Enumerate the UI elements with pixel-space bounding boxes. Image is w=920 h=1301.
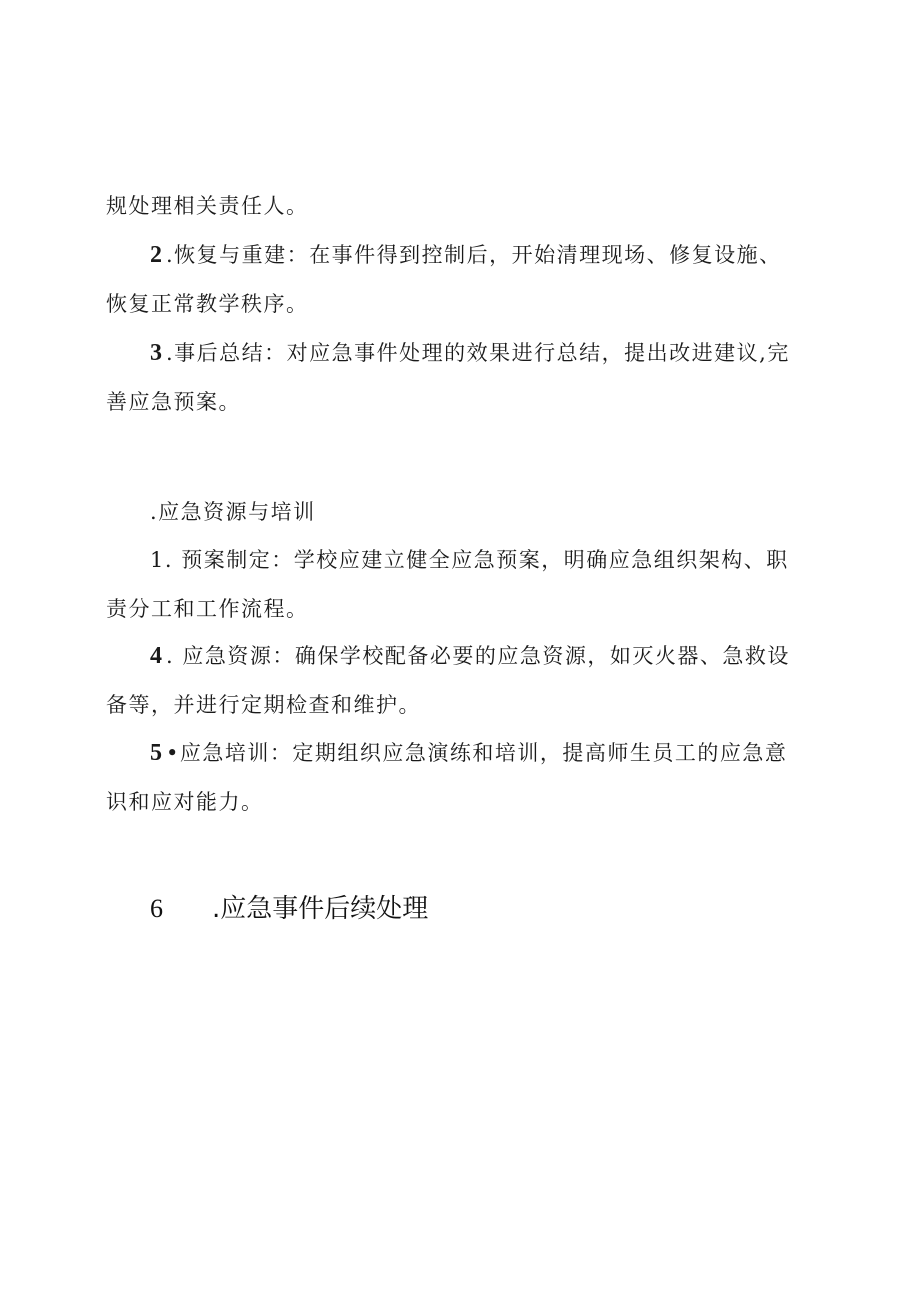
list-item-training-cont xyxy=(106,788,264,816)
list-item-plan-cont xyxy=(106,595,309,623)
item-number: 3 xyxy=(150,340,162,366)
list-item-recovery xyxy=(150,241,782,269)
paragraph-continuation xyxy=(106,192,309,220)
item-text: 备等，并进行定期检查和维护。 xyxy=(106,693,421,717)
item-text: .事后总结：对应急事件处理的效果进行总结，提出改进建议,完 xyxy=(166,341,790,365)
list-item-summary xyxy=(150,339,790,367)
item-text: 恢复正常教学秩序。 xyxy=(106,292,309,316)
heading-number: 6 xyxy=(150,894,163,923)
heading-text: .应急事件后续处理 xyxy=(212,894,429,924)
list-item-recovery-cont xyxy=(106,290,309,318)
heading-text: .应急资源与培训 xyxy=(150,500,316,524)
item-text: 1. 预案制定：学校应建立健全应急预案，明确应急组织架构、职 xyxy=(150,548,789,572)
item-text: 责分工和工作流程。 xyxy=(106,597,309,621)
item-text: •应急培训：定期组织应急演练和培训，提高师生员工的应急意 xyxy=(166,741,788,765)
section-heading-followup xyxy=(150,892,428,926)
item-number: 2 xyxy=(150,242,162,268)
list-item-resources-cont xyxy=(106,691,421,719)
item-text: 识和应对能力。 xyxy=(106,790,264,814)
paragraph-text: 规处理相关责任人。 xyxy=(106,194,309,218)
item-number: 4 xyxy=(150,643,162,669)
list-item-plan xyxy=(150,546,789,574)
section-heading-resources xyxy=(150,498,316,526)
list-item-summary-cont xyxy=(106,388,241,416)
list-item-training xyxy=(150,739,787,767)
item-text: 善应急预案。 xyxy=(106,390,241,414)
item-text: .恢复与重建：在事件得到控制后，开始清理现场、修复设施、 xyxy=(166,243,782,267)
item-number: 5 xyxy=(150,740,162,766)
list-item-resources xyxy=(150,642,790,670)
item-text: . 应急资源：确保学校配备必要的应急资源，如灭火器、急救设 xyxy=(166,644,790,668)
